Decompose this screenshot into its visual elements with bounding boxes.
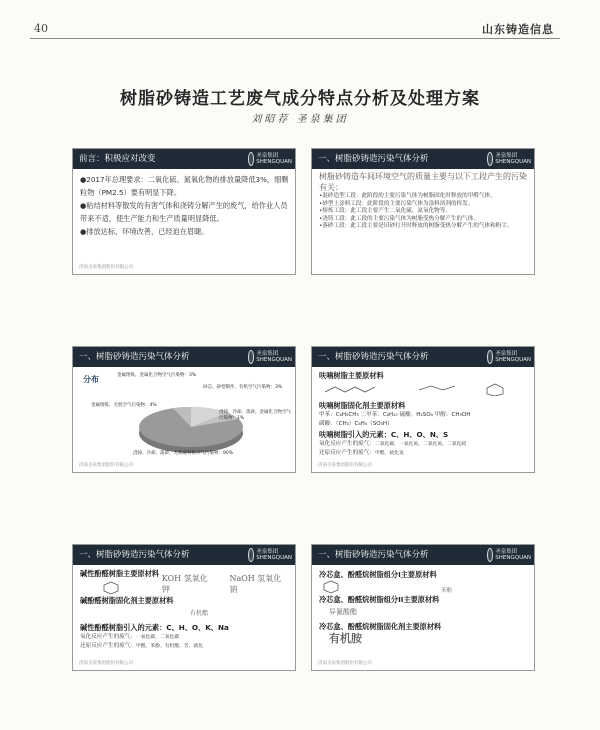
slide-6	[311, 544, 535, 671]
phenol-structure	[96, 581, 126, 595]
logo-sub: SHENGQUAN	[495, 159, 531, 165]
structure-drawing	[319, 382, 527, 396]
section-heading: 呋喃树脂主要原材料	[319, 371, 384, 380]
section-heading: 碱性酚醛树脂引入的元素：C、H、O、K、Na	[80, 623, 229, 632]
slide-4	[311, 346, 535, 473]
list-item: •混砂造型工段：此阶段的主要污染气体为树脂固化时释放的甲醛气体。	[319, 193, 496, 199]
bullet: ●2017年总理要求：二氧化硫、氮氧化物的排放量降低3%，细颗粒物（PM2.5）要有明显下降。	[80, 175, 289, 197]
slide-body	[80, 568, 289, 651]
logo-sub: SHENGQUAN	[256, 555, 292, 561]
reagent: NaOH 氢氧化钠	[229, 574, 282, 594]
logo-mark-icon	[487, 548, 493, 562]
slide-body	[80, 173, 289, 238]
slide-title: 一、树脂砂铸造污染气体分析	[79, 352, 190, 362]
journal-name: 山东铸造信息	[482, 23, 554, 36]
logo-sub: SHENGQUAN	[495, 555, 531, 561]
reagent: 有机胺	[329, 632, 362, 645]
slide-5	[72, 544, 296, 671]
logo-mark-icon	[487, 152, 493, 166]
slide-title-bar	[312, 149, 534, 169]
section-heading: 冷芯盒、酚醛烷树脂组分I主要原材料	[319, 570, 437, 579]
logo-sub: SHENGQUAN	[495, 357, 531, 363]
logo-mark-icon	[487, 350, 493, 364]
logo-sub: SHENGQUAN	[256, 357, 292, 363]
bullet: ●排放达标，环境改善，已经迫在眉睫。	[80, 227, 209, 236]
formula-line: 磺酸：（CH₃）C₆H₄（SO₃H）	[319, 421, 393, 427]
line-value: 甲醛、苯酚、有机酯、芳、硫化	[135, 644, 204, 649]
company-logo	[487, 151, 531, 167]
company-logo	[487, 349, 531, 365]
logo-name: 圣泉集团	[495, 153, 518, 159]
line-value: 一氧化碳、二氧化碳	[135, 635, 180, 640]
list-item: •砂型上涂料工段：此阶段的主要污染气体为涂料溶剂的挥发。	[319, 200, 474, 207]
slide-title-bar	[312, 545, 534, 565]
article-authors: 刘昭荐 圣泉集团	[251, 114, 349, 125]
section-heading: 碱性酚醛树脂主要原材料	[80, 569, 160, 578]
list-item: •熔炼工段：此工段主要产生二氧化硫、氮氧化物等。	[319, 208, 451, 215]
line-label: 还原反应产生的废气：	[319, 450, 375, 456]
line-label: 氧化反应产生的废气：	[80, 634, 136, 640]
slide-body	[319, 569, 528, 646]
section-heading: 冷芯盒、酚醛烷树脂组分II主要原材料	[319, 595, 440, 604]
slide-footer: 济南圣泉集团股份有限公司	[79, 661, 133, 666]
slide-body	[319, 171, 528, 231]
line-value: 二氧化碳、一氧化氮、二氧化氮、二氧化硫	[374, 442, 467, 447]
slide-footer: 济南圣泉集团股份有限公司	[79, 265, 133, 270]
pie-label: 砂芯、砂型制作，有机空气污染物：3%	[203, 385, 283, 390]
slide-1	[72, 148, 296, 275]
phenol-structure	[319, 580, 343, 594]
section-heading: 碱酚醛树脂固化剂主要原材料	[80, 596, 174, 605]
logo-mark-icon	[248, 548, 254, 562]
slide-title: 一、树脂砂铸造污染气体分析	[79, 550, 190, 560]
pie-label: 浇铸、冷却、落砂，无机或有机空气污染物：90%	[133, 451, 234, 456]
slide-body	[319, 370, 528, 458]
bullet: ●粘结材料等散发的有害气体和浇铸分解产生的废气，给作业人员带来不适，使生产能力和生产质量明显降低。	[80, 201, 288, 223]
slide-title: 一、树脂砂铸造污染气体分析	[318, 154, 429, 164]
line-label: 氧化反应产生的废气：	[319, 441, 375, 447]
slide-footer: 济南圣泉集团股份有限公司	[79, 463, 133, 468]
company-logo	[248, 151, 292, 167]
logo-name: 圣泉集团	[495, 549, 518, 555]
line-label: 还原反应产生的废气：	[80, 643, 136, 649]
logo-name: 圣泉集团	[256, 549, 279, 555]
page-number: 40	[34, 22, 48, 35]
company-logo	[248, 547, 292, 563]
slide-2	[311, 148, 535, 275]
slide-footer: 济南圣泉集团股份有限公司	[318, 661, 372, 666]
slide-title-bar	[312, 347, 534, 367]
pie-label: 金属熔炼，金属化合物空气污染物：3%	[117, 373, 197, 378]
pie-label: 浇铸、冷却、落砂，金属化合物空气污染物：1%	[219, 410, 291, 421]
reagent: 异氰酸酯	[329, 608, 357, 616]
pie-heading: 分布	[83, 375, 99, 384]
article-title: 树脂砂铸造工艺废气成分特点分析及处理方案	[120, 89, 480, 109]
slide-title: 一、树脂砂铸造污染气体分析	[318, 550, 429, 560]
logo-mark-icon	[248, 152, 254, 166]
reagent: 苯酚	[441, 588, 453, 594]
slide-3	[72, 346, 296, 473]
slide-title-bar	[73, 545, 295, 565]
logo-name: 圣泉集团	[495, 351, 518, 357]
company-logo	[487, 547, 531, 563]
slide-title-bar	[73, 149, 295, 169]
logo-sub: SHENGQUAN	[256, 159, 292, 165]
section-heading: 呋喃树脂固化剂主要原材料	[319, 401, 406, 410]
slide-title: 一、树脂砂铸造污染气体分析	[318, 352, 429, 362]
list-item: •浇铸工段：此工段的主要污染气体为树脂受热分解产生的气体。	[319, 215, 479, 222]
reagent: KOH 氢氧化钾	[161, 574, 208, 594]
list-item: •落砂工段：此工段主要是旧砂打开时释放的树脂受热分解产生的气体和粉尘。	[319, 223, 513, 230]
logo-name: 圣泉集团	[256, 351, 279, 357]
logo-name: 圣泉集团	[256, 153, 279, 159]
reagent: 有机酯	[190, 610, 209, 617]
intro-text: 树脂砂铸造车间环境空气的质量主要与以下工段产生的污染有关：	[319, 172, 527, 192]
formula-line: 甲苯：C₆H₅CH₃ 二甲苯：C₈H₁₀ 硫酸：H₂SO₄ 甲醇：CH₃OH	[319, 412, 471, 418]
line-value: 甲醛、硫化氢	[374, 451, 404, 456]
slide-footer: 济南圣泉集团股份有限公司	[318, 463, 372, 468]
slide-title: 前言：积极应对改变	[79, 154, 156, 164]
pie-label: 金属熔炼，无机空气污染物：4%	[91, 403, 157, 408]
section-heading: 冷芯盒、酚醛烷树脂固化剂主要原材料	[319, 622, 442, 631]
section-heading: 呋喃树脂引入的元素：C、H、O、N、S	[319, 430, 449, 439]
header-rule	[30, 38, 560, 39]
